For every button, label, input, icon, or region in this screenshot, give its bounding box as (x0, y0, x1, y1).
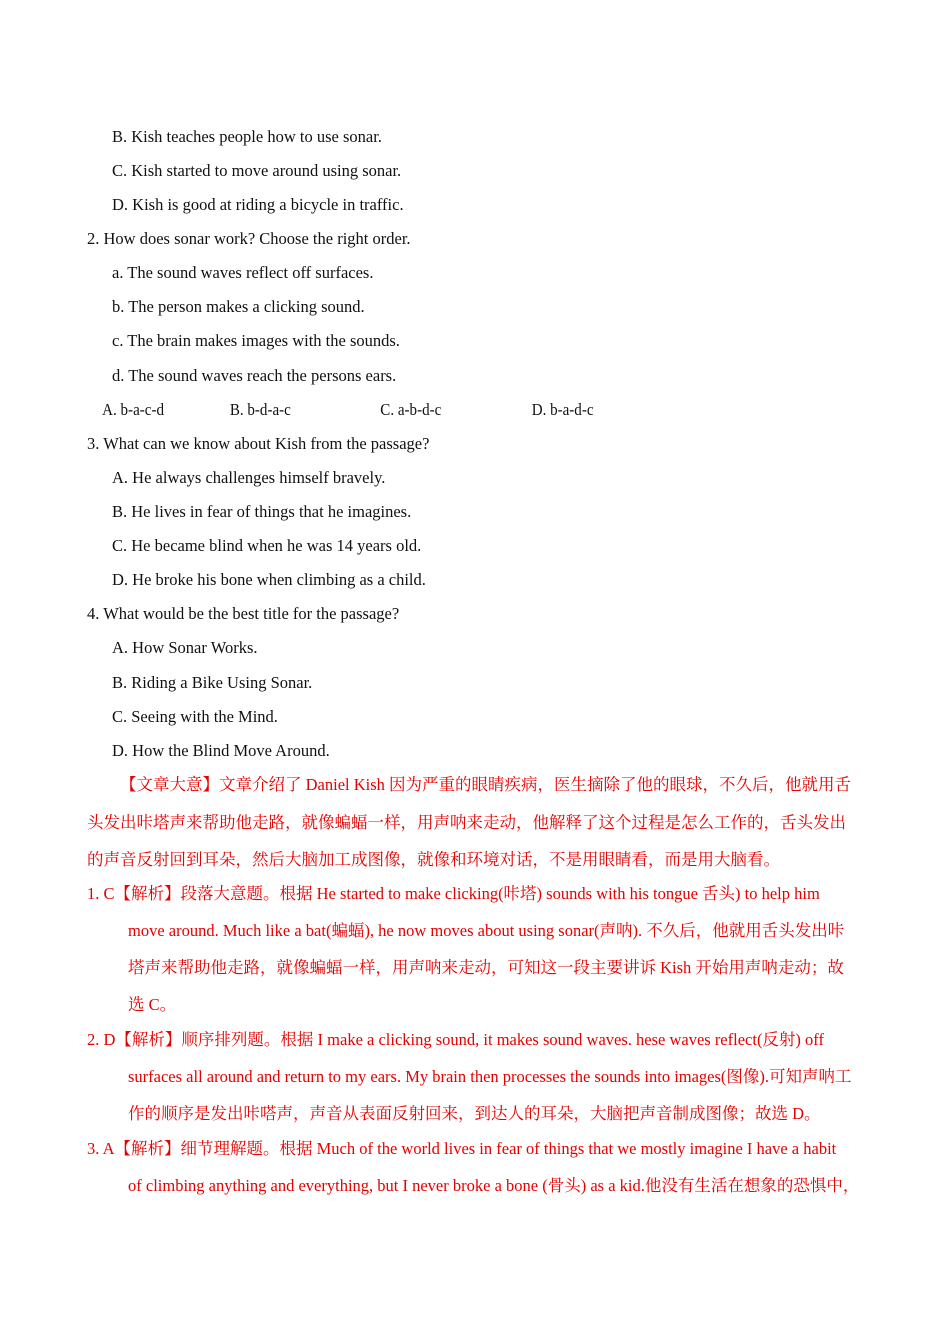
q4-option-d: D. How the Blind Move Around. (112, 741, 330, 760)
answer-2-line-2: surfaces all around and return to my ears. My brain then processes the sounds into images(图像).可知声呐工 (128, 1067, 852, 1086)
summary-line-3: 的声音反射回到耳朵，然后大脑加工成图像，就像和环境对话，不是用眼睛看，而是用大脑看。 (87, 850, 780, 869)
q2-option-b: B. b-d-a-c (229, 400, 291, 419)
answer-2-line-1: 2. D【解析】顺序排列题。根据 I make a clicking sound, it makes sound waves. hese waves reflect(反射) off (87, 1030, 824, 1049)
q2-step-a: a. The sound waves reflect off surfaces. (112, 263, 374, 282)
q2-option-c: C. a-b-d-c (380, 400, 442, 419)
q2-option-d: D. b-a-d-c (531, 400, 594, 419)
q3-stem: 3. What can we know about Kish from the passage? (87, 434, 430, 453)
q1-option-b: B. Kish teaches people how to use sonar. (112, 127, 382, 146)
q2-step-d: d. The sound waves reach the persons ears. (112, 366, 397, 385)
q2-step-b: b. The person makes a clicking sound. (112, 297, 365, 316)
q4-option-c: C. Seeing with the Mind. (112, 707, 278, 726)
q2-stem: 2. How does sonar work? Choose the right order. (87, 229, 411, 248)
q4-option-a: A. How Sonar Works. (112, 638, 258, 657)
answer-3-line-2: of climbing anything and everything, but I never broke a bone (骨头) as a kid.他没有生活在想象的恐惧中， (128, 1176, 860, 1195)
q3-option-d: D. He broke his bone when climbing as a child. (112, 570, 426, 589)
answer-2-line-3: 作的顺序是发出咔嗒声，声音从表面反射回来，到达人的耳朵，大脑把声音制成图像；故选 D。 (128, 1104, 821, 1123)
q3-option-b: B. He lives in fear of things that he imagines. (112, 502, 412, 521)
answer-1-line-4: 选 C。 (128, 995, 177, 1014)
q3-option-c: C. He became blind when he was 14 years old. (112, 536, 422, 555)
q4-stem: 4. What would be the best title for the passage? (87, 604, 400, 623)
q3-option-a: A. He always challenges himself bravely. (112, 468, 386, 487)
q2-step-c: c. The brain makes images with the sounds. (112, 331, 400, 350)
summary-line-2: 头发出咔塔声来帮助他走路，就像蝙蝠一样，用声呐来走动，他解释了这个过程是怎么工作的，舌头发出 (87, 813, 846, 832)
q1-option-c: C. Kish started to move around using sonar. (112, 161, 402, 180)
answer-3-line-1: 3. A【解析】细节理解题。根据 Much of the world lives in fear of things that we mostly imagine I have a habit (87, 1139, 837, 1158)
summary-line-1: 【文章大意】文章介绍了 Daniel Kish 因为严重的眼睛疾病，医生摘除了他的眼球，不久后，他就用舌 (120, 775, 852, 794)
answer-1-line-2: move around. Much like a bat(蝙蝠), he now moves about using sonar(声呐). 不久后，他就用舌头发出咔 (128, 921, 845, 940)
answer-1-line-1: 1. C【解析】段落大意题。根据 He started to make clicking(咔塔) sounds with his tongue 舌头) to help him (87, 884, 820, 903)
answer-1-line-3: 塔声来帮助他走路，就像蝙蝠一样，用声呐来走动，可知这一段主要讲诉 Kish 开始用声呐走动；故 (128, 958, 844, 977)
q4-option-b: B. Riding a Bike Using Sonar. (112, 673, 313, 692)
q2-option-a: A. b-a-c-d (102, 400, 164, 419)
q1-option-d: D. Kish is good at riding a bicycle in traffic. (112, 195, 404, 214)
